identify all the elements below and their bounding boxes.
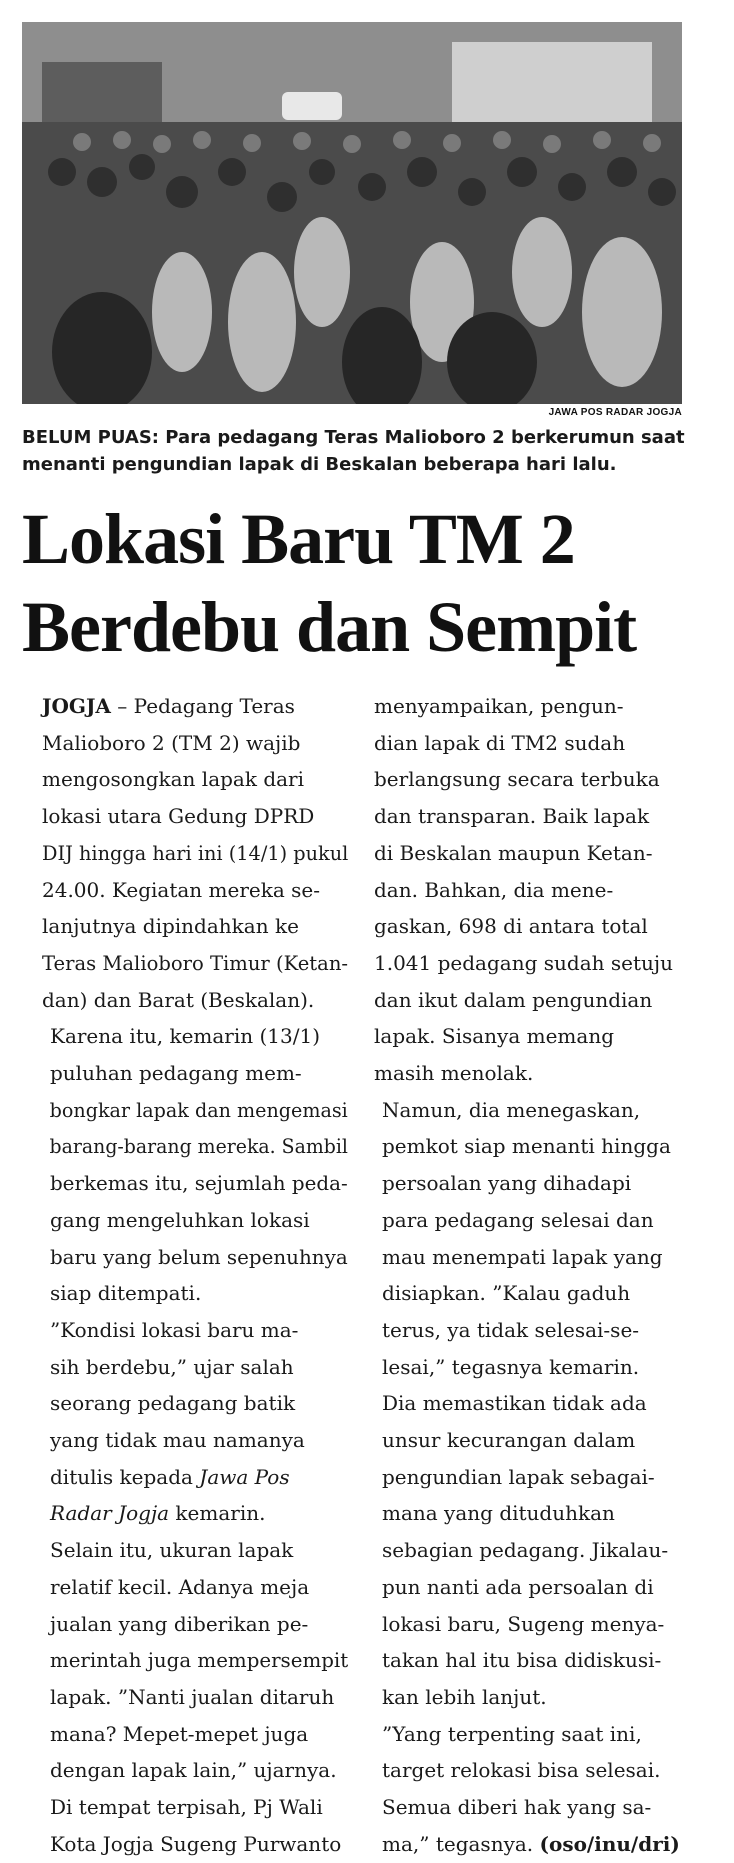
paragraph-line: dian lapak di TM2 sudah [374, 730, 626, 755]
paragraph-line: takan hal itu bisa didiskusi- [382, 1648, 662, 1673]
paragraph-line: ”Kondisi lokasi baru ma- [50, 1317, 299, 1342]
paragraph-line: berlangsung secara terbuka [374, 767, 660, 792]
paragraph-line [374, 1826, 692, 1863]
paragraph-line: lanjutnya dipindahkan ke [42, 914, 299, 939]
paragraph-line: Teras Malioboro Timur (Ketan- [42, 950, 349, 975]
paragraph-line: jualan yang diberikan pe- [50, 1611, 309, 1636]
photo-credit: JAWA POS RADAR JOGJA [548, 407, 682, 418]
paragraph-line: dan. Bahkan, dia mene- [374, 877, 614, 902]
paragraph-line: disiapkan. ”Kalau gaduh [382, 1281, 631, 1306]
paragraph-line: Namun, dia menegaskan, [382, 1097, 641, 1122]
paragraph-line: 1.041 pedagang sudah setuju [374, 950, 673, 975]
paragraph [374, 1092, 692, 1386]
paragraph-line: Di tempat terpisah, Pj Wali [50, 1795, 323, 1820]
article-column-right [374, 688, 692, 1863]
text-run: – Pedagang Teras [110, 694, 295, 718]
paragraph-line: ”Yang terpenting saat ini, [382, 1721, 642, 1746]
paragraph-line: siap ditempati. [50, 1281, 202, 1306]
paragraph-line: menyampaikan, pengun- [374, 694, 624, 718]
paragraph-line: para pedagang selesai dan [382, 1207, 654, 1232]
caption-line2: menanti pengundian lapak di Beskalan beberapa hari lalu. [22, 454, 617, 475]
paragraph-line: dan transparan. Baik lapak [374, 804, 650, 829]
paragraph-line: DIJ hingga hari ini (14/1) pukul [42, 840, 349, 865]
paragraph [374, 688, 692, 1092]
paragraph-line: lokasi utara Gedung DPRD [42, 804, 315, 829]
paragraph-line: bongkar lapak dan mengemasi [49, 1097, 348, 1122]
paragraph [42, 1789, 348, 1862]
paragraph-line: dan ikut dalam pengundian [374, 987, 653, 1012]
paragraph-line: Malioboro 2 (TM 2) wajib [42, 730, 301, 755]
paragraph-line: unsur kecurangan dalam [382, 1428, 636, 1453]
paragraph-line: Dia memastikan tidak ada [382, 1391, 647, 1416]
paragraph-line: gang mengeluhkan lokasi [50, 1207, 310, 1232]
paragraph [42, 1018, 348, 1312]
dateline: JOGJA [42, 694, 111, 718]
paragraph-line: sebagian pedagang. Jikalau- [382, 1538, 669, 1563]
headline-line1: Lokasi Baru TM 2 [22, 499, 575, 579]
paragraph-line: gaskan, 698 di antara total [374, 914, 648, 939]
paragraph-line [42, 1495, 348, 1532]
article-column-left [42, 688, 348, 1863]
paragraph-line: terus, ya tidak selesai-se- [382, 1317, 640, 1342]
paragraph [42, 688, 348, 1018]
paragraph-line: lapak. Sisanya memang [374, 1024, 614, 1049]
paragraph-line: target relokasi bisa selesai. [382, 1758, 661, 1783]
paragraph-line: barang-barang mereka. Sambil [49, 1134, 348, 1159]
photo-caption [22, 424, 694, 478]
paragraph-line: Kota Jogja Sugeng Purwanto [50, 1831, 342, 1856]
paragraph-line: mau menempati lapak yang [382, 1244, 663, 1269]
paragraph-line: berkemas itu, sejumlah peda- [49, 1171, 348, 1196]
paragraph-line: dengan lapak lain,” ujarnya. [50, 1758, 337, 1783]
paragraph-line: puluhan pedagang mem- [50, 1061, 302, 1086]
paragraph-line: pun nanti ada persoalan di [382, 1574, 654, 1599]
paragraph-line: kan lebih lanjut. [382, 1684, 547, 1709]
paragraph-line: masih menolak. [374, 1061, 534, 1086]
paragraph-line: pemkot siap menanti hingga [382, 1134, 671, 1159]
paragraph-line: Selain itu, ukuran lapak [50, 1538, 294, 1563]
paragraph [42, 1312, 348, 1532]
crowd-photo-illustration [22, 22, 682, 404]
paragraph-line: pengundian lapak sebagai- [382, 1464, 655, 1489]
paragraph-line: Semua diberi hak yang sa- [382, 1795, 652, 1820]
paragraph-line: yang tidak mau namanya [50, 1428, 305, 1453]
publication-name: Jawa Pos [199, 1464, 290, 1489]
paragraph-line: seorang pedagang batik [50, 1391, 296, 1416]
paragraph-line: di Beskalan maupun Ketan- [374, 840, 653, 865]
paragraph [374, 1716, 692, 1863]
text-run: ma,” tegasnya. [382, 1831, 540, 1856]
paragraph-line: sih berdebu,” ujar salah [50, 1354, 294, 1379]
paragraph-line: relatif kecil. Adanya meja [50, 1574, 310, 1599]
paragraph-line: lokasi baru, Sugeng menya- [382, 1611, 665, 1636]
paragraph-line [42, 688, 348, 725]
text-run: ditulis kepada [50, 1464, 200, 1489]
headline-line2: Berdebu dan Sempit [22, 587, 637, 667]
paragraph-line: merintah juga mempersempit [49, 1648, 349, 1673]
paragraph-line: mana yang dituduhkan [382, 1501, 615, 1526]
paragraph-line: baru yang belum sepenuhnya [49, 1244, 348, 1269]
author-signoff: (oso/inu/dri) [539, 1831, 680, 1856]
paragraph [42, 1532, 348, 1789]
paragraph-line: mana? Mepet-mepet juga [50, 1721, 309, 1746]
paragraph-line: lapak. ”Nanti jualan ditaruh [50, 1684, 335, 1709]
paragraph-line: Karena itu, kemarin (13/1) [50, 1024, 321, 1049]
paragraph-line: 24.00. Kegiatan mereka se- [42, 877, 320, 902]
paragraph-line: lesai,” tegasnya kemarin. [382, 1354, 640, 1379]
paragraph-line: persoalan yang dihadapi [382, 1171, 632, 1196]
news-photo [22, 22, 682, 404]
paragraph-line [42, 1459, 348, 1496]
caption-line1: Para pedagang Teras Malioboro 2 berkerumun saat [165, 427, 685, 448]
article-headline [22, 495, 712, 671]
paragraph-line: dan) dan Barat (Beskalan). [42, 987, 315, 1012]
text-run: kemarin. [169, 1501, 266, 1526]
paragraph [374, 1385, 692, 1715]
caption-lead: BELUM PUAS: [22, 427, 159, 448]
publication-name: Radar Jogja [50, 1501, 170, 1526]
paragraph-line: mengosongkan lapak dari [42, 767, 305, 792]
